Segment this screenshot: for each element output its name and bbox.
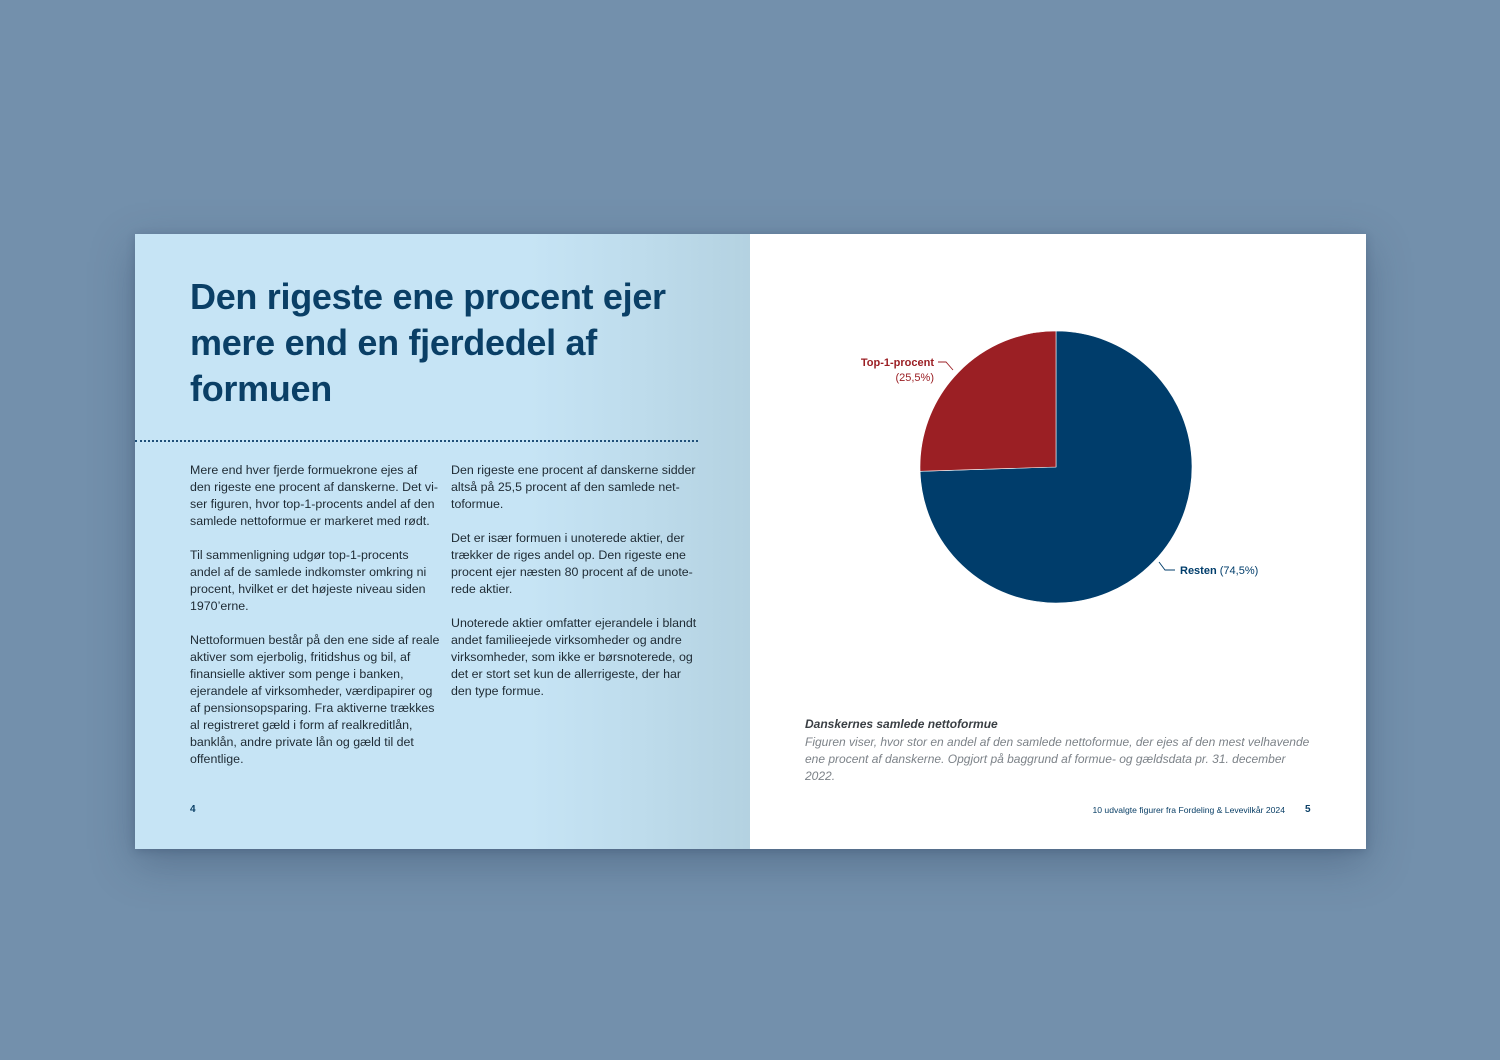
page-number-right: 5 (1305, 804, 1311, 815)
figure-caption-title: Danskernes samlede nettoformue (805, 717, 998, 731)
page-heading: Den rigeste ene procent ejer mere end en fjerdedel af formuen (190, 276, 666, 409)
report-spread (135, 234, 1366, 849)
text-column-1 (190, 462, 440, 785)
leader-line-resten (1159, 562, 1175, 570)
left-page (135, 234, 750, 849)
publication-footer: 10 udvalgte figurer fra Fordeling & Levevilkår 2024 (1092, 805, 1285, 815)
paragraph: Det er især formuen i unoterede aktier, der trækker de riges andel op. Den rigeste ene procent ejer næsten 80 procent af de unoterede aktier. (451, 531, 693, 596)
pie-slice-top-1 (920, 331, 1056, 471)
paragraph: Mere end hver fjerde formuekrone ejes af den rigeste ene procent af danskerne. Det viser figuren, hvor top-1-procents andel af den samlede nettoformue er markeret med rødt. (190, 463, 438, 528)
figure-caption-text: Figuren viser, hvor stor en andel af den samlede nettoformue, der ejes af den mest velhavende ene procent af danskerne. Opgjort på baggrund af formue- og gældsdata pr. 31. december 2022. (805, 735, 1310, 783)
paragraph: Den rigeste ene procent af danskerne sidder altså på 25,5 procent af den samlede nettoformue. (451, 463, 696, 511)
pie-value-top-1-procent: (25,5%) (895, 372, 934, 384)
page-number-left: 4 (190, 804, 196, 815)
pie-label-top-1-procent: Top-1-procent (860, 357, 934, 369)
paragraph: Unoterede aktier omfatter ejerandele i blandt andet familieejede virksomheder og andre virksomheder, som ikke er børsnoterede, og det er stort set kun de allerrigeste, der har den type formue. (451, 616, 697, 698)
paragraph: Nettoformuen består på den ene side af reale aktiver som ejerbolig, fritidshus og bil, af finansielle aktiver som penge i banken, ejerandele af virksomheder, værdipapirer og af pensionsopsparing. Fra aktiverne trækkes al registreret gæld i form af realkreditlån, banklån, andre private lån og gæld til det offentlige. (190, 633, 440, 766)
text-column-2 (451, 462, 701, 717)
right-page (750, 234, 1366, 849)
paragraph: Til sammenligning udgør top-1-procents andel af de samlede indkomster omkring ni procent, hvilket er det højeste niveau siden 1970’erne. (190, 548, 427, 613)
pie-chart (750, 234, 1366, 704)
pie-label-resten: Resten (74,5%) (1180, 565, 1259, 577)
dotted-divider (135, 440, 698, 442)
leader-line-top-1 (938, 362, 953, 370)
